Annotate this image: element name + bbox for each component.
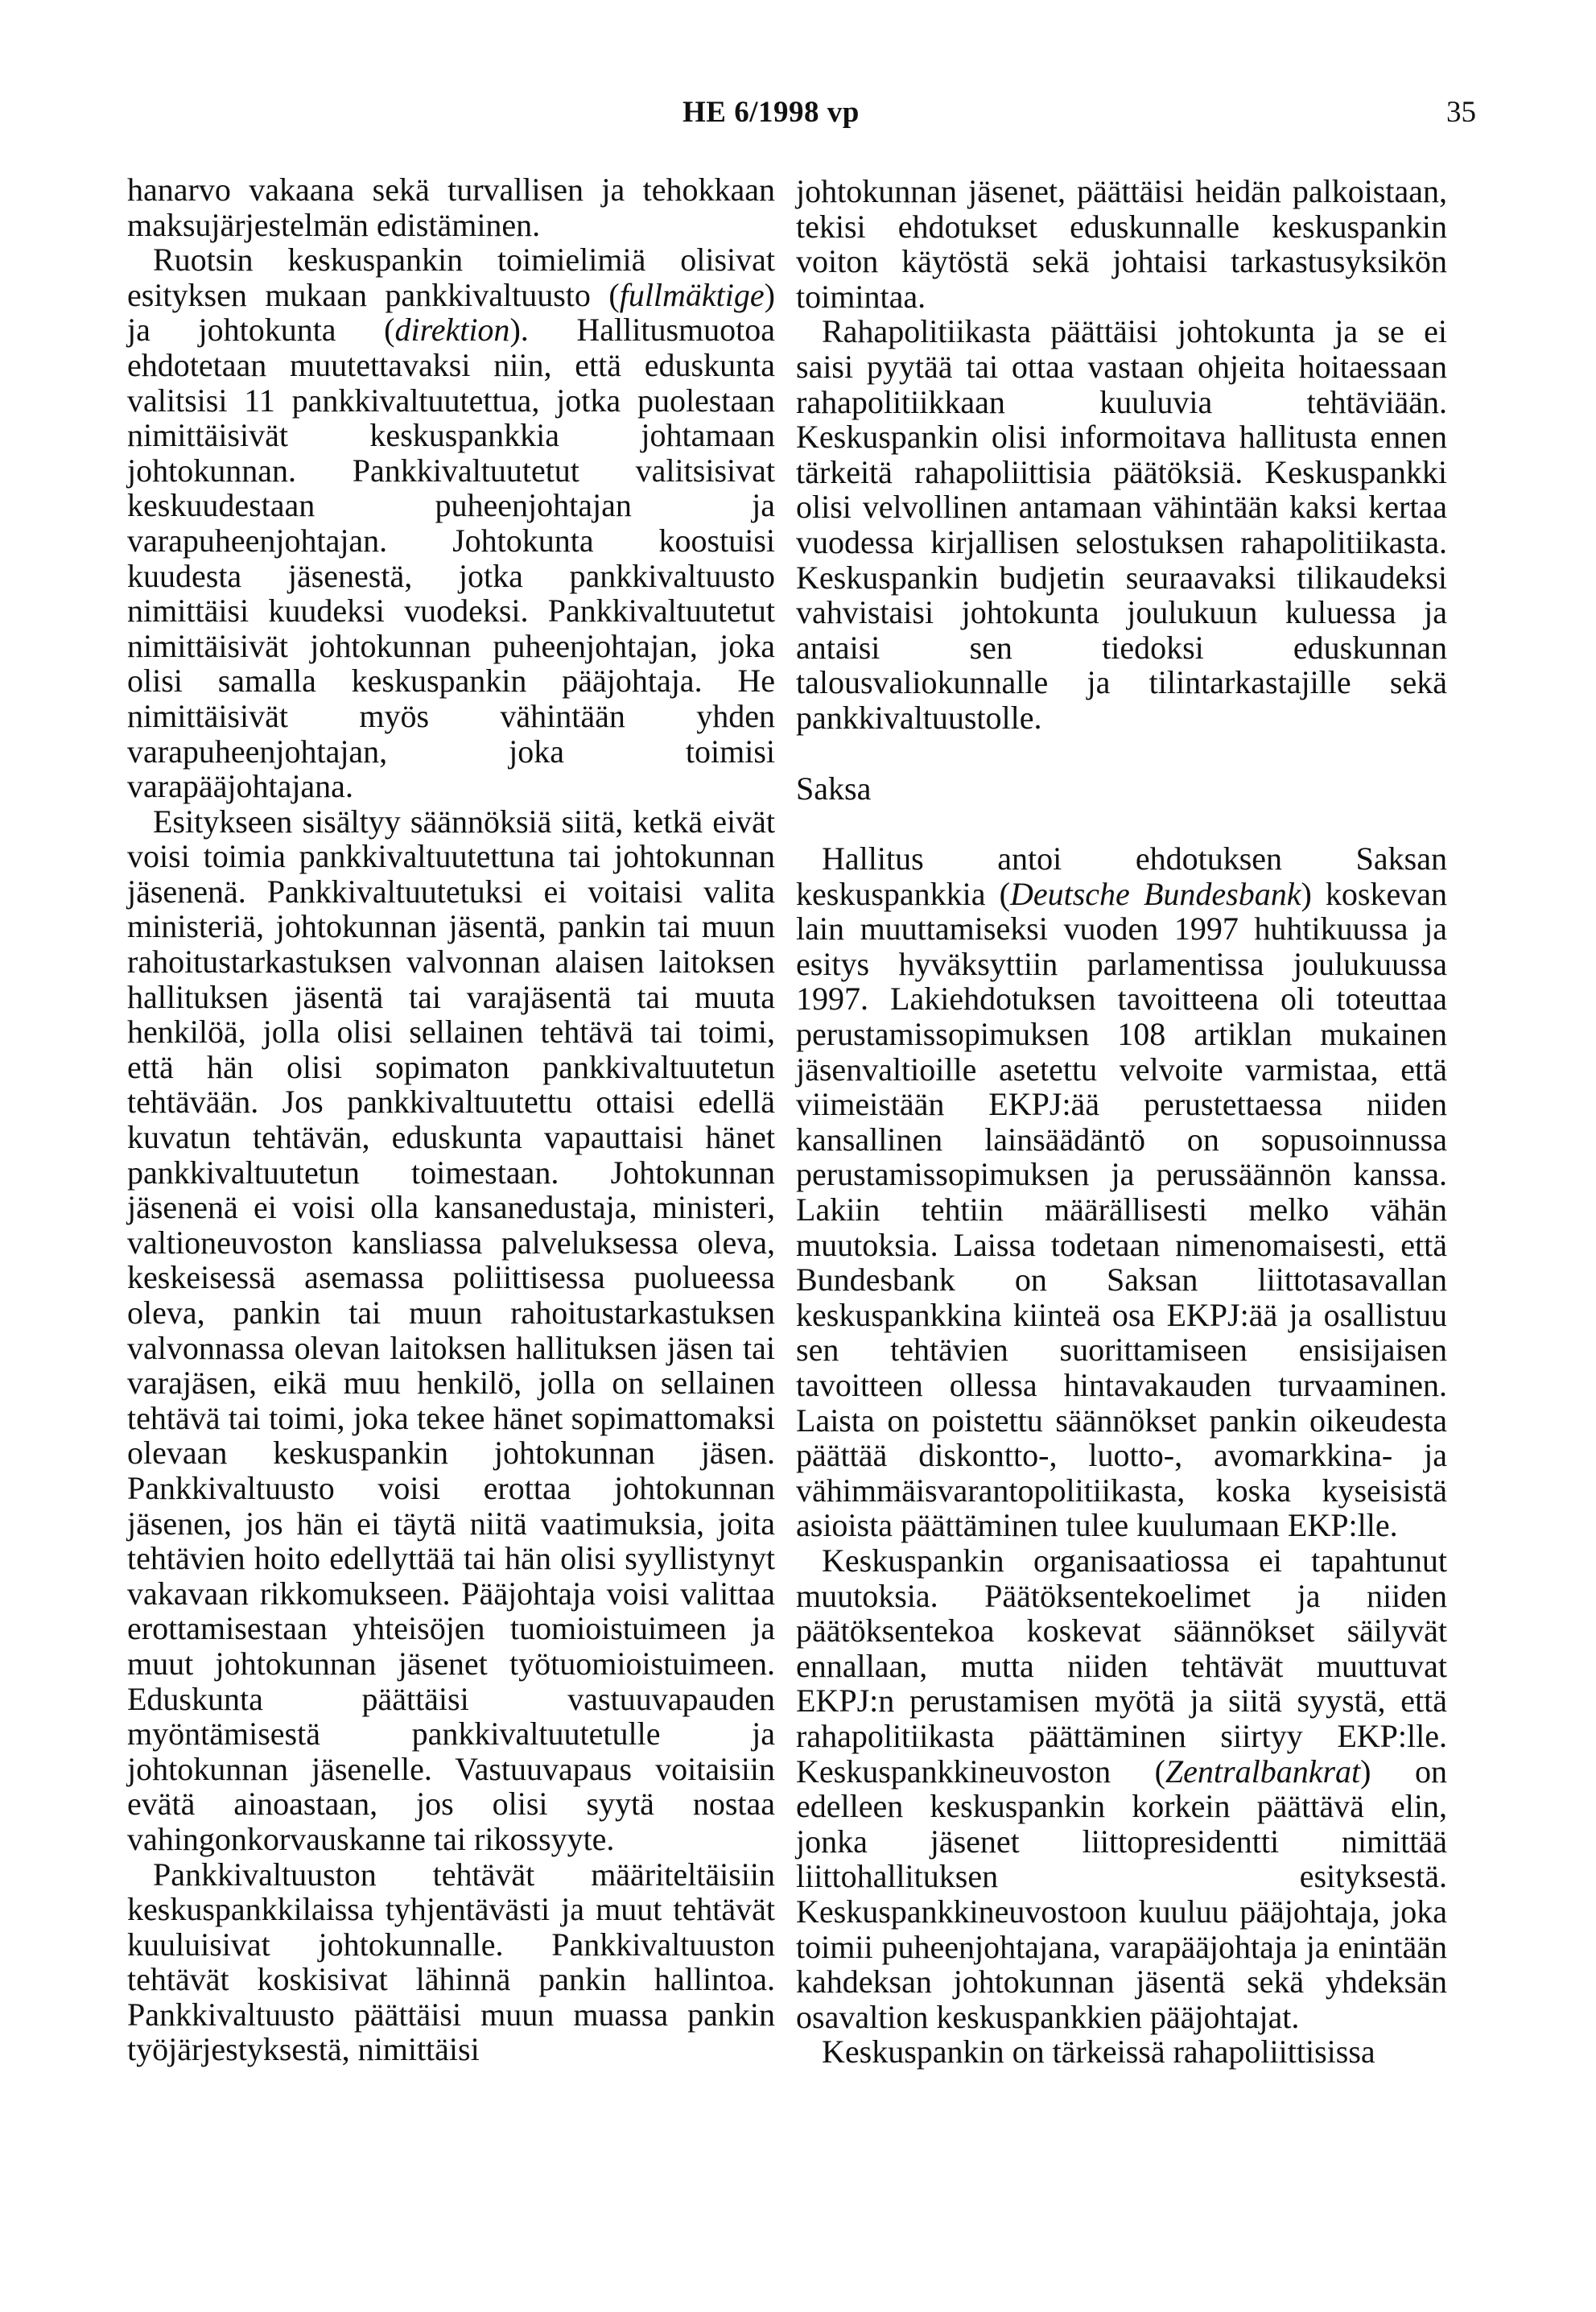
paragraph: hanarvo vakaana sekä turvallisen ja tehokkaan maksujärjestelmän edistäminen.	[127, 171, 775, 243]
section-heading-saksa: Saksa	[796, 770, 872, 807]
page-number: 35	[1446, 96, 1476, 129]
document-id: HE 6/1998 vp	[683, 96, 860, 129]
left-column	[127, 172, 775, 2067]
right-column	[796, 174, 1447, 2070]
paragraph: Rahapolitiikasta päättäisi johtokunta ja se ei saisi pyytää tai ottaa vastaan ohjeita hoitaessaan rahapolitiikkaan kuuluvia tehtäviään. Keskuspankin olisi informoitava hallitusta ennen tärkeitä rahapoliittisia päätöksiä. Keskuspankki olisi velvollinen antamaan vähintään kaksi kertaa vuodessa kirjallisen selostuksen rahapolitiikasta. Keskuspankin budjetin seuraavaksi tilikaudeksi vahvistaisi johtokunta joulukuun kuluessa ja antaisi sen tiedoksi eduskunnan talousvaliokunnalle ja tilintarkastajille sekä pankkivaltuustolle.	[796, 313, 1447, 736]
paragraph: johtokunnan jäsenet, päättäisi heidän palkoistaan, tekisi ehdotukset eduskunnalle keskuspankin voiton käytöstä sekä johtaisi tarkastusyksikön toimintaa.	[796, 173, 1447, 315]
paragraph: Hallitus antoi ehdotuksen Saksan keskuspankkia (Deutsche Bundesbank) koskevan lain muuttamiseksi vuoden 1997 huhtikuussa ja esitys hyväksyttiin parlamentissa joulukuussa 1997. Lakiehdotuksen tavoitteena oli toteuttaa perustamissopimuksen 108 artiklan mukainen jäsenvaltioille asetettu velvoite varmistaa, että viimeistään EKPJ:ää perustettaessa niiden kansallinen lainsäädäntö on sopusoinnussa perustamissopimuksen ja perussäännön kanssa. Lakiin tehtiin määrällisesti melko vähän muutoksia. Laissa todetaan nimenomaisesti, että Bundesbank on Saksan liittotasavallan keskuspankkina kiinteä osa EKPJ:ää ja osallistuu sen tehtävien suorittamiseen ensisijaisen tavoitteen ollessa hintavakauden turvaaminen. Laista on poistettu säännökset pankin oikeudesta päättää diskontto-, luotto-, avomarkkina- ja vähimmäisvarantopolitiikasta, koska kyseisistä asioista päättäminen tulee kuulumaan EKP:lle.	[796, 840, 1447, 1544]
page-header	[0, 95, 1596, 135]
paragraph: Esitykseen sisältyy säännöksiä siitä, ketkä eivät voisi toimia pankkivaltuutettuna tai johtokunnan jäsenenä. Pankkivaltuutetuksi ei voitaisi valita ministeriä, johtokunnan jäsentä, pankin tai muun rahoitustarkastuksen valvonnan alaisen laitoksen hallituksen jäsentä tai varajäsentä tai muuta henkilöä, jolla olisi sellainen tehtävä tai toimi, että hän olisi sopimaton pankkivaltuutetun tehtävään. Jos pankkivaltuutettu ottaisi edellä kuvatun tehtävän, eduskunta vapauttaisi hänet pankkivaltuutetun toimestaan. Johtokunnan jäsenenä ei voisi olla kansanedustaja, ministeri, valtioneuvoston kansliassa palveluksessa oleva, keskeisessä asemassa poliittisessa puolueessa oleva, pankin tai muun rahoitustarkastuksen valvonnassa olevan laitoksen hallituksen jäsen tai varajäsen, eikä muu henkilö, jolla on sellainen tehtävä tai toimi, joka tekee hänet sopimattomaksi olevaan keskuspankin johtokunnan jäsen. Pankkivaltuusto voisi erottaa johtokunnan jäsenen, jos hän ei täytä niitä vaatimuksia, joita tehtävien hoito edellyttää tai hän olisi syyllistynyt vakavaan rikkomukseen. Pääjohtaja voisi valittaa erottamisestaan yhteisöjen tuomioistuimeen ja muut johtokunnan jäsenet työtuomioistuimeen. Eduskunta päättäisi vastuuvapauden myöntämisestä pankkivaltuutetulle ja johtokunnan jäsenelle. Vastuuvapaus voitaisiin evätä ainoastaan, jos olisi syytä nostaa vahingonkorvauskanne tai rikossyyte.	[127, 803, 775, 1857]
paragraph: Keskuspankin organisaatiossa ei tapahtunut muutoksia. Päätöksentekoelimet ja niiden päätöksentekoa koskevat säännökset säilyvät ennallaan, mutta niiden tehtävät muuttuvat EKPJ:n perustamisen myötä ja siitä syystä, että rahapolitiikasta päättäminen siirtyy EKP:lle. Keskuspankkineuvoston (Zentralbankrat) on edelleen keskuspankin korkein päättävä elin, jonka jäsenet liittopresidentti nimittää liittohallituksen esityksestä. Keskuspankkineuvostoon kuuluu pääjohtaja, joka toimii puheenjohtajana, varapääjohtaja ja enintään kahdeksan johtokunnan jäsentä sekä yhdeksän osavaltion keskuspankkien pääjohtajat.	[796, 1542, 1447, 2035]
paragraph: Ruotsin keskuspankin toimielimiä olisivat esityksen mukaan pankkivaltuusto (fullmäktige) ja johtokunta (direktion). Hallitusmuotoa ehdotetaan muutettavaksi niin, että eduskunta valitsisi 11 pankkivaltuutettua, jotka puolestaan nimittäisivät keskuspankkia johtamaan johtokunnan. Pankkivaltuutetut valitsisivat keskuudestaan puheenjohtajan ja varapuheenjohtajan. Johtokunta koostuisi kuudesta jäsenestä, jotka pankkivaltuusto nimittäisi kuudeksi vuodeksi. Pankkivaltuutetut nimittäisivät johtokunnan puheenjohtajan, joka olisi samalla keskuspankin pääjohtaja. He nimittäisivät myös vähintään yhden varapuheenjohtajan, joka toimisi varapääjohtajana.	[127, 242, 776, 805]
paragraph: Keskuspankin on tärkeissä rahapoliittisissa	[822, 2033, 1375, 2070]
paragraph: Pankkivaltuuston tehtävät määriteltäisiin keskuspankkilaissa tyhjentävästi ja muut tehtävät kuuluisivat johtokunnalle. Pankkivaltuuston tehtävät koskisivat lähinnä pankin hallintoa. Pankkivaltuusto päättäisi muun muassa pankin työjärjestyksestä, nimittäisi	[127, 1856, 775, 2068]
